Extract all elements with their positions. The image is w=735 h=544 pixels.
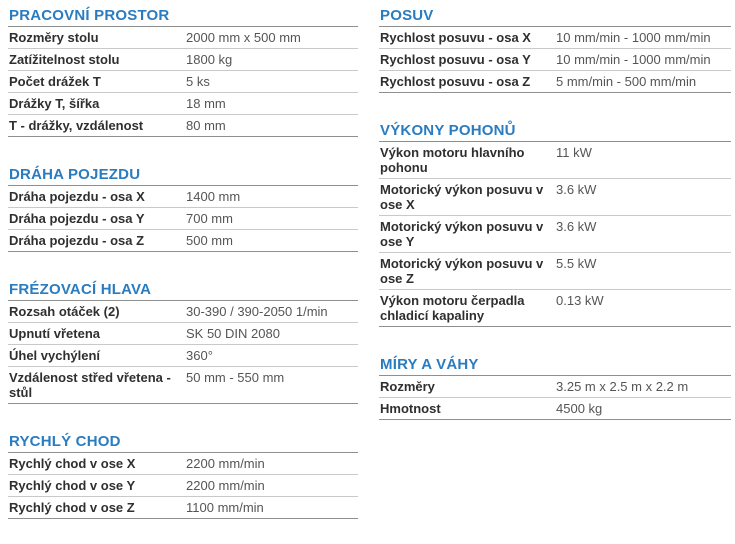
- row-value: 700 mm: [186, 211, 233, 226]
- row-label: Výkon motoru čerpadla chladicí kapaliny: [380, 293, 525, 323]
- section-title-miry-a-vahy: MÍRY A VÁHY: [379, 349, 731, 376]
- row-value: 10 mm/min - 1000 mm/min: [556, 52, 711, 67]
- row-value: 18 mm: [186, 96, 226, 111]
- row-label: Rychlý chod v ose X: [9, 456, 136, 471]
- row-value: 5 ks: [186, 74, 210, 89]
- table-row: [8, 27, 358, 49]
- row-value: 3.6 kW: [556, 182, 597, 197]
- section-title-vykony-pohonu: VÝKONY POHONŮ: [379, 115, 731, 142]
- row-label: Hmotnost: [380, 401, 441, 416]
- row-label: Drážky T, šířka: [9, 96, 100, 111]
- spec-table-vykony-pohonu: [379, 142, 731, 327]
- table-row: [379, 27, 731, 49]
- row-value: SK 50 DIN 2080: [186, 326, 280, 341]
- table-row: [8, 71, 358, 93]
- spec-table-posuv: [379, 27, 731, 93]
- row-value: 10 mm/min - 1000 mm/min: [556, 30, 711, 45]
- row-label: Dráha pojezdu - osa X: [9, 189, 145, 204]
- row-label: T - drážky, vzdálenost: [9, 118, 144, 133]
- row-label: Motorický výkon posuvu v ose Z: [380, 256, 544, 286]
- table-row: [8, 453, 358, 475]
- table-row: [379, 216, 731, 253]
- table-row: [379, 290, 731, 326]
- table-row: [8, 497, 358, 518]
- row-label: Rychlost posuvu - osa Y: [380, 52, 531, 67]
- row-value: 1100 mm/min: [186, 500, 264, 515]
- row-label: Vzdálenost střed vřetena - stůl: [9, 370, 171, 400]
- row-value: 50 mm - 550 mm: [186, 370, 285, 385]
- row-label: Motorický výkon posuvu v ose Y: [380, 219, 544, 249]
- table-row: [8, 323, 358, 345]
- row-label: Úhel vychýlení: [9, 348, 101, 363]
- table-row: [8, 367, 358, 403]
- row-value: 2000 mm x 500 mm: [186, 30, 301, 45]
- row-value: 30-390 / 390-2050 1/min: [186, 304, 328, 319]
- spec-table-frezovaci-hlava: [8, 301, 358, 404]
- row-label: Dráha pojezdu - osa Y: [9, 211, 145, 226]
- row-label: Rychlost posuvu - osa Z: [380, 74, 531, 89]
- row-value: 11 kW: [556, 145, 592, 160]
- table-row: [8, 208, 358, 230]
- left-column: [8, 0, 358, 519]
- row-label: Rychlý chod v ose Y: [9, 478, 136, 493]
- section-title-rychly-chod: RYCHLÝ CHOD: [8, 426, 358, 453]
- spec-table-pracovni-prostor: [8, 27, 358, 137]
- row-value: 3.25 m x 2.5 m x 2.2 m: [556, 379, 689, 394]
- table-row: [8, 345, 358, 367]
- table-row: [8, 93, 358, 115]
- right-column: [379, 0, 731, 420]
- table-row: [379, 376, 731, 398]
- row-label: Rozměry: [380, 379, 435, 394]
- table-row: [379, 253, 731, 290]
- row-label: Rychlý chod v ose Z: [9, 500, 135, 515]
- table-row: [8, 186, 358, 208]
- row-value: 3.6 kW: [556, 219, 597, 234]
- table-row: [379, 49, 731, 71]
- row-value: 4500 kg: [556, 401, 603, 416]
- row-value: 5 mm/min - 500 mm/min: [556, 74, 697, 89]
- row-label: Výkon motoru hlavního pohonu: [380, 145, 525, 175]
- row-value: 360°: [186, 348, 213, 363]
- table-row: [8, 230, 358, 251]
- section-title-pracovni-prostor: PRACOVNÍ PROSTOR: [8, 0, 358, 27]
- row-value: 1400 mm: [186, 189, 241, 204]
- row-label: Rozsah otáček (2): [9, 304, 120, 319]
- spec-table-miry-a-vahy: [379, 376, 731, 420]
- row-label: Zatížitelnost stolu: [9, 52, 120, 67]
- table-row: [379, 398, 731, 419]
- row-value: 2200 mm/min: [186, 478, 265, 493]
- section-title-posuv: POSUV: [379, 0, 731, 27]
- row-label: Upnutí vřetena: [9, 326, 101, 341]
- row-value: 0.13 kW: [556, 293, 604, 308]
- row-value: 2200 mm/min: [186, 456, 265, 471]
- row-value: 1800 kg: [186, 52, 233, 67]
- row-label: Počet drážek T: [9, 74, 101, 89]
- row-label: Rozměry stolu: [9, 30, 99, 45]
- row-value: 5.5 kW: [556, 256, 597, 271]
- table-row: [8, 301, 358, 323]
- table-row: [8, 49, 358, 71]
- table-row: [8, 475, 358, 497]
- table-row: [379, 179, 731, 216]
- section-title-frezovaci-hlava: FRÉZOVACÍ HLAVA: [8, 274, 358, 301]
- row-value: 500 mm: [186, 233, 233, 248]
- spec-table-rychly-chod: [8, 453, 358, 519]
- row-value: 80 mm: [186, 118, 226, 133]
- table-row: [379, 71, 731, 92]
- row-label: Rychlost posuvu - osa X: [380, 30, 531, 45]
- table-row: [379, 142, 731, 179]
- row-label: Motorický výkon posuvu v ose X: [380, 182, 544, 212]
- table-row: [8, 115, 358, 136]
- spec-table-draha-pojezdu: [8, 186, 358, 252]
- section-title-draha-pojezdu: DRÁHA POJEZDU: [8, 159, 358, 186]
- row-label: Dráha pojezdu - osa Z: [9, 233, 145, 248]
